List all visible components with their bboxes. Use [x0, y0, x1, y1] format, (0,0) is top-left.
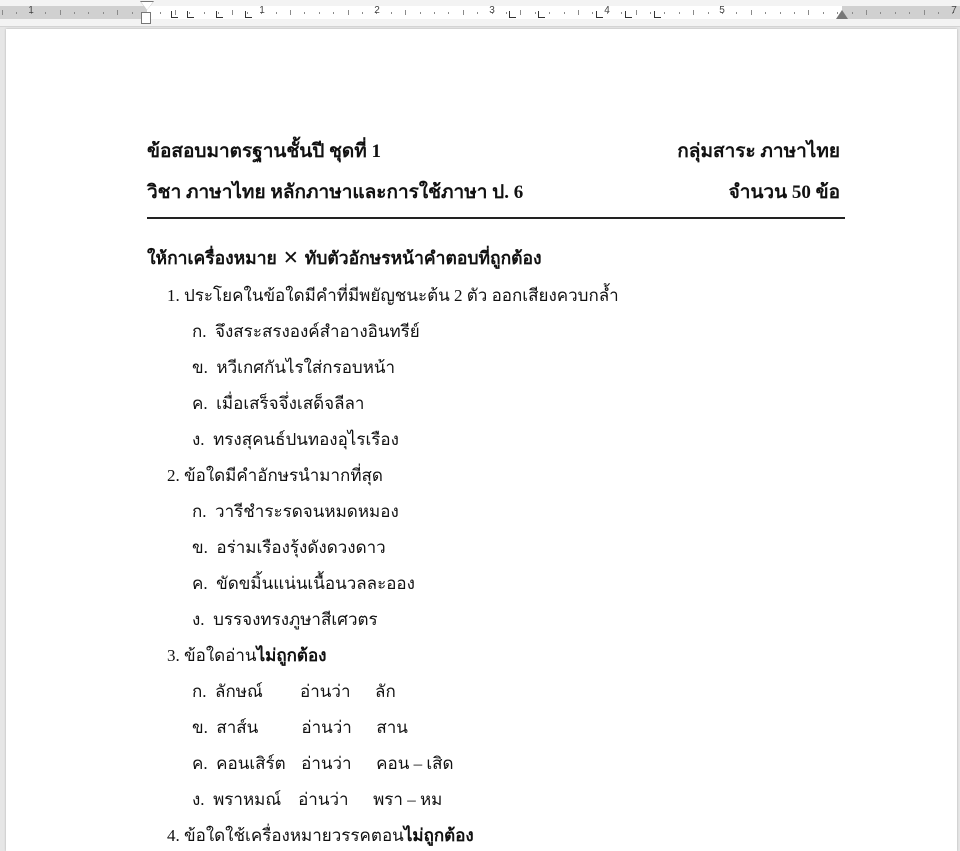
first-line-indent-fill	[141, 2, 153, 10]
ruler-tick	[506, 12, 507, 14]
ruler-number: 2	[374, 5, 380, 16]
option-label: ง.	[192, 430, 205, 449]
option-label: ก.	[192, 682, 207, 701]
question-text: ข้อใดมีคำอักษรนำมากที่สุด	[184, 466, 383, 485]
ruler-tick	[420, 12, 421, 14]
header-rule	[147, 217, 845, 219]
ruler-tick	[693, 10, 694, 15]
ruler-number: 1	[28, 5, 34, 16]
option-2b[interactable]	[192, 534, 386, 561]
tab-stop[interactable]	[216, 11, 223, 18]
ruler-tick	[362, 12, 363, 14]
ruler-tick	[117, 10, 118, 15]
ruler-tick	[592, 12, 593, 14]
ruler-tick	[232, 10, 233, 15]
question-text-emphasis: ไม่ถูกต้อง	[256, 646, 327, 665]
question-2	[167, 462, 383, 489]
ruler-tick	[290, 10, 291, 15]
option-reads: อ่านว่า	[301, 754, 352, 773]
ruler-tick	[866, 10, 867, 15]
option-word: ลักษณ์	[215, 682, 263, 701]
x-mark-icon: ✕	[282, 247, 299, 269]
option-1d[interactable]	[192, 426, 399, 453]
ruler-tick	[16, 12, 17, 14]
ruler-tick	[765, 12, 766, 14]
ruler-tick	[621, 12, 622, 14]
option-text: ทรงสุคนธ์ปนทองอุไรเรือง	[213, 430, 399, 449]
ruler-tick	[895, 12, 896, 14]
ruler-tick	[535, 12, 536, 14]
option-label: ข.	[192, 358, 208, 377]
subject-line: วิชา ภาษาไทย หลักภาษาและการใช้ภาษา ป. 6	[147, 182, 524, 203]
ruler-tick	[74, 12, 75, 14]
tab-stop[interactable]	[538, 11, 545, 18]
question-text: ประโยคในข้อใดมีคำที่มีพยัญชนะต้น 2 ตัว ออกเสียงควบกล้ำ	[184, 286, 619, 305]
ruler-tick	[808, 10, 809, 15]
ruler-tick	[477, 12, 478, 14]
option-text: ขัดขมิ้นแน่นเนื้อนวลละออง	[216, 574, 415, 593]
ruler-tick	[319, 12, 320, 14]
ruler-tick	[780, 12, 781, 14]
ruler-tick	[549, 12, 550, 14]
ruler-tick	[664, 12, 665, 14]
exam-title: ข้อสอบมาตรฐานชั้นปี ชุดที่ 1	[147, 141, 382, 162]
ruler-tick	[909, 12, 910, 14]
question-number: 1.	[167, 286, 180, 305]
subject-group: กลุ่มสาระ ภาษาไทย	[677, 141, 840, 162]
option-text: เมื่อเสร็จจึ่งเสด็จลีลา	[216, 394, 365, 413]
ruler-tick	[132, 12, 133, 14]
ruler-tick	[736, 12, 737, 14]
ruler-tick	[160, 12, 161, 14]
instruction-text-2: ทับตัวอักษรหน้าคำตอบที่ถูกต้อง	[304, 248, 542, 268]
ruler-tick	[823, 12, 824, 14]
option-label: ค.	[192, 754, 208, 773]
ruler-number: 5	[719, 5, 725, 16]
ruler-tick	[578, 10, 579, 15]
option-word: พราหมณ์	[213, 790, 282, 809]
option-reads: อ่านว่า	[301, 718, 352, 737]
ruler-tick	[304, 12, 305, 14]
option-1b[interactable]	[192, 354, 395, 381]
ruler-tick	[708, 12, 709, 14]
ruler-tick	[880, 12, 881, 14]
question-count: จำนวน 50 ข้อ	[728, 182, 840, 203]
tab-stop[interactable]	[187, 11, 194, 18]
question-text: ข้อใดอ่าน	[184, 646, 257, 665]
option-reading: คอน – เสิด	[376, 754, 454, 773]
ruler-number: 1	[259, 5, 265, 16]
option-reading: สาน	[376, 718, 408, 737]
option-2a[interactable]	[192, 498, 399, 525]
option-text: จึงสระสรงองค์สำอางอินทรีย์	[215, 322, 420, 341]
option-label: ก.	[192, 322, 207, 341]
question-number: 2.	[167, 466, 180, 485]
option-label: ง.	[192, 610, 205, 629]
ruler-tick	[405, 10, 406, 15]
option-3d[interactable]	[192, 786, 442, 813]
option-reads: อ่านว่า	[300, 682, 351, 701]
ruler-tick	[520, 10, 521, 15]
ruler-tick	[333, 12, 334, 14]
option-label: ก.	[192, 502, 207, 521]
question-1	[167, 282, 619, 309]
option-reading: พรา – หม	[373, 790, 443, 809]
left-indent-marker[interactable]	[141, 12, 151, 24]
ruler-tick	[636, 10, 637, 15]
ruler-tick	[564, 12, 565, 14]
ruler-tick	[88, 12, 89, 14]
tab-stop[interactable]	[625, 11, 632, 18]
instruction-text: ให้กาเครื่องหมาย	[147, 248, 277, 268]
ruler-number: 4	[604, 5, 610, 16]
option-label: ค.	[192, 394, 208, 413]
option-text: อร่ามเรืองรุ้งดังดวงดาว	[216, 538, 386, 557]
question-number: 3.	[167, 646, 180, 665]
ruler-tick	[650, 12, 651, 14]
ruler-number: 3	[489, 5, 495, 16]
option-1c[interactable]	[192, 390, 364, 417]
question-text-emphasis: ไม่ถูกต้อง	[403, 826, 474, 845]
ruler-tick	[45, 12, 46, 14]
ruler-tick	[794, 12, 795, 14]
ruler-number: 7	[951, 5, 957, 16]
tab-stop[interactable]	[596, 11, 603, 18]
ruler-right-margin	[842, 6, 960, 19]
ruler-tick	[2, 10, 3, 15]
tab-stop[interactable]	[245, 11, 252, 18]
ruler-tick	[679, 12, 680, 14]
option-reading: ลัก	[375, 682, 396, 701]
option-label: ข.	[192, 538, 208, 557]
horizontal-ruler[interactable]	[0, 0, 960, 27]
option-text: บรรจงทรงภูษาสีเศวตร	[213, 610, 378, 629]
option-word: สาส์น	[216, 718, 259, 737]
option-label: ง.	[192, 790, 205, 809]
option-2d[interactable]	[192, 606, 378, 633]
option-word: คอนเสิร์ต	[216, 754, 286, 773]
ruler-tick	[448, 12, 449, 14]
option-reads: อ่านว่า	[298, 790, 349, 809]
ruler-tick	[391, 12, 392, 14]
option-3c[interactable]	[192, 750, 454, 777]
ruler-tick	[852, 12, 853, 14]
ruler-tick	[348, 10, 349, 15]
ruler-tick	[463, 10, 464, 15]
ruler-tick	[60, 10, 61, 15]
option-label: ค.	[192, 574, 208, 593]
question-3	[167, 642, 326, 669]
option-text: หวีเกศกันไรใส่กรอบหน้า	[216, 358, 396, 377]
document-page[interactable]	[6, 29, 957, 851]
option-label: ข.	[192, 718, 208, 737]
question-text: ข้อใดใช้เครื่องหมายวรรคตอน	[184, 826, 404, 845]
ruler-tick	[103, 12, 104, 14]
right-indent-marker[interactable]	[836, 10, 848, 19]
ruler-tick	[434, 12, 435, 14]
ruler-tick	[276, 12, 277, 14]
option-3b[interactable]	[192, 714, 408, 741]
option-1a[interactable]	[192, 318, 420, 345]
instruction	[147, 244, 542, 272]
option-3a[interactable]	[192, 678, 396, 705]
question-4	[167, 822, 474, 849]
ruler-tick	[751, 10, 752, 15]
ruler-tick	[924, 10, 925, 15]
tab-stop[interactable]	[509, 11, 516, 18]
ruler-tick	[938, 12, 939, 14]
option-2c[interactable]	[192, 570, 415, 597]
question-number: 4.	[167, 826, 180, 845]
ruler-tick	[204, 12, 205, 14]
tab-stop[interactable]	[171, 11, 178, 18]
option-text: วารีชำระรดจนหมดหมอง	[215, 502, 399, 521]
tab-stop[interactable]	[654, 11, 661, 18]
